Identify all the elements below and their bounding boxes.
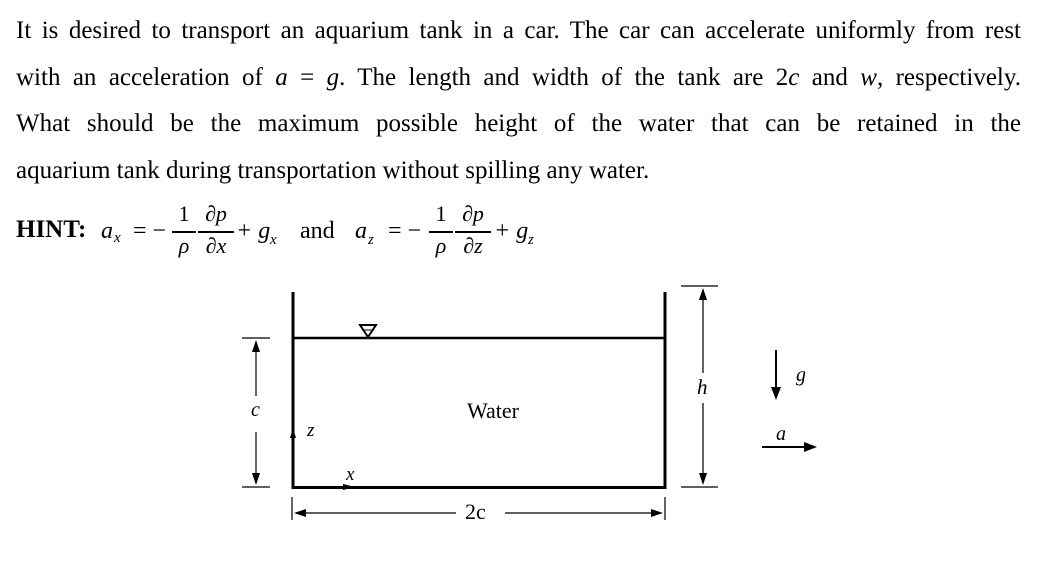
z-axis-arrow: [290, 428, 296, 487]
hint-and: and: [300, 218, 335, 244]
hint-gz-subscript: z: [528, 232, 534, 248]
hint-ax-subscript: x: [114, 230, 121, 246]
var-w: w: [860, 63, 877, 91]
hint-frac1-num: 1: [178, 201, 190, 226]
free-surface-icon: [360, 325, 376, 337]
z-axis-label: z: [307, 420, 315, 441]
acceleration-arrow: [762, 442, 817, 452]
hint-gz-term: + g: [494, 218, 529, 244]
equals: =: [287, 63, 327, 91]
g-label: g: [796, 364, 806, 386]
h-label: h: [697, 375, 708, 399]
problem-line-2-text-b: . The length and width of the tank are 2: [339, 63, 789, 91]
hint-deriv2-num: ∂p: [462, 201, 484, 226]
hint-frac2-den: ρ: [435, 233, 447, 258]
x-axis-label: x: [346, 464, 355, 485]
problem-line-2-text-c: and: [799, 63, 861, 91]
problem-line-1: It is desired to transport an aquarium tank in a car. The car can accelerate uniformly from rest: [16, 17, 1021, 44]
hint-az-subscript: z: [368, 232, 374, 248]
hint-deriv2-den: ∂z: [463, 233, 483, 258]
problem-line-2-text-d: , respectively.: [876, 63, 1021, 91]
problem-line-2-text-a: with an acceleration of: [16, 63, 276, 91]
var-c: c: [788, 63, 800, 91]
hint-deriv1-den: ∂x: [205, 233, 227, 258]
hint-gx-term: + g: [236, 218, 271, 244]
hint-frac1-den: ρ: [178, 233, 190, 258]
water-label: Water: [467, 398, 519, 423]
tank-walls: [292, 292, 667, 489]
hint-frac2-num: 1: [435, 201, 447, 226]
hint-deriv1-num: ∂p: [205, 201, 227, 226]
hint-gx-subscript: x: [270, 232, 277, 248]
hint-az-symbol: a: [355, 218, 367, 244]
hint-eq1-sign: = −: [133, 218, 167, 244]
problem-line-4: aquarium tank during transportation without spilling any water.: [16, 156, 650, 184]
hint-ax-symbol: a: [101, 218, 113, 244]
problem-line-3: What should be the maximum possible height of the water that can be retained in the: [16, 110, 1021, 137]
length-label: 2c: [465, 499, 486, 524]
c-label: c: [251, 399, 260, 421]
var-g: g: [326, 63, 340, 91]
var-a: a: [275, 63, 288, 91]
gravity-arrow: [771, 350, 781, 400]
hint-eq2-sign: = −: [388, 218, 422, 244]
hint-label: HINT:: [16, 216, 87, 243]
a-label: a: [776, 423, 786, 445]
